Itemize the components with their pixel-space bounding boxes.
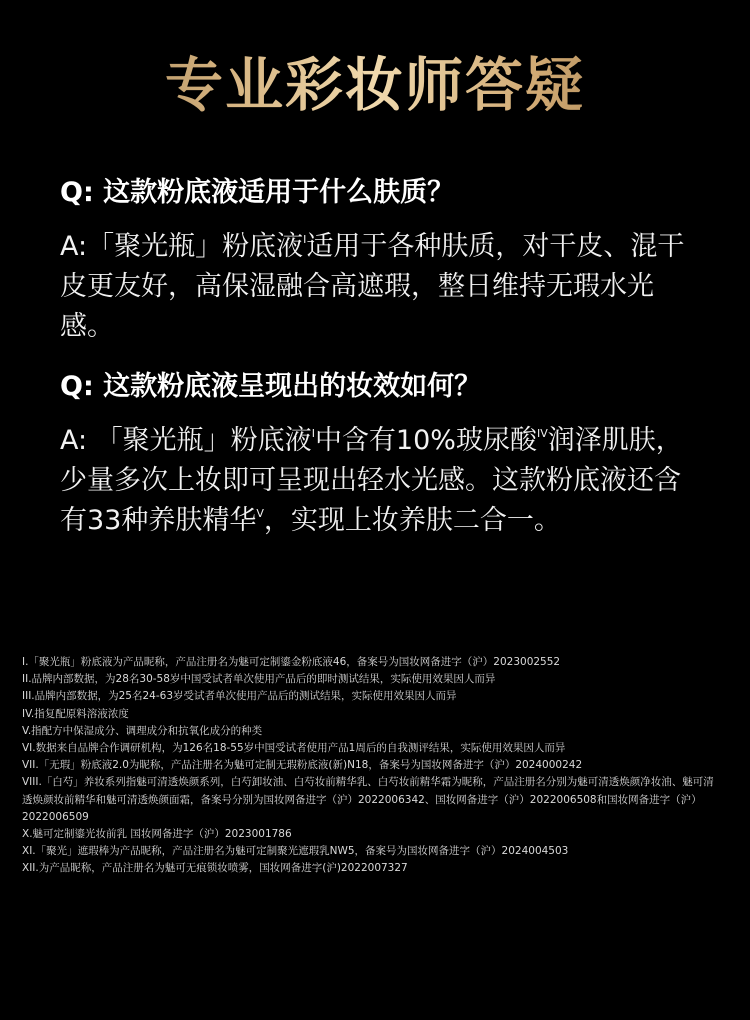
answer-text: A: 「聚光瓶」粉底液 (60, 425, 312, 456)
answer-text: 适用于各种肤质，对干皮、混干皮更友好，高保湿融合高遮瑕，整日维持无瑕水光感。 (60, 231, 685, 342)
footnote: I.「聚光瓶」粉底液为产品昵称，产品注册名为魅可定制鎏金粉底液46，备案号为国妆网备进字（沪）2023002552 (22, 656, 561, 668)
faq-item-makeup-effect (60, 367, 700, 541)
answer-text: ，实现上妆养肤二合一。 (263, 505, 561, 536)
footnote: II.品牌内部数据，为28名30-58岁中国受试者单次使用产品后的即时测试结果，实际使用效果因人而异 (22, 673, 496, 686)
footnote-marker: I (311, 427, 315, 440)
faq-question: Q: 这款粉底液适用于什么肤质？ (60, 177, 455, 208)
faq-question: Q: 这款粉底液呈现出的妆效如何？ (60, 371, 482, 402)
answer-text: 中含有10%玻尿酸 (314, 425, 537, 456)
faq-answer (60, 421, 700, 541)
footnote: XII.为产品昵称，产品注册名为魅可无痕锁妆喷雾，国妆网备进字(沪)2022007327 (22, 862, 408, 875)
answer-text: 润泽肌肤，少量多次上妆即可呈现出轻水光感。这款粉底液还含有33种养肤精华 (60, 425, 683, 536)
footnote: V.指配方中保湿成分、调理成分和抗氧化成分的种类 (22, 724, 263, 737)
footnote-marker: V (256, 507, 264, 520)
footnote: XI.「聚光」遮瑕棒为产品昵称，产品注册名为魅可定制聚光遮瑕乳NW5，备案号为国妆网备进字（沪）2024004503 (22, 845, 569, 858)
footnote-marker: I (303, 233, 307, 246)
footnote: VIII.「白芍」养妆系列指魅可清透焕颜系列，白芍卸妆油、白芍妆前精华乳、白芍妆前精华霜为昵称，产品注册名分别为魅可清透焕颜净妆油、魅可清透焕颜妆前精华和魅可清透焕颜面霜，备案号分别为国妆网备进字（沪）2022006342、国妆网备进字（沪）2022006508和国妆网备进字（沪）2022006509 (22, 776, 714, 823)
footnote-marker: IV (536, 427, 548, 440)
footnote: IV.指复配原料溶液浓度 (22, 707, 129, 720)
answer-text: A:「聚光瓶」粉底液 (60, 231, 304, 262)
page-title: 专业彩妆师答疑 (0, 44, 750, 126)
footnote: III.品牌内部数据，为25名24-63岁受试者单次使用产品后的测试结果，实际使用效果因人而异 (22, 690, 457, 703)
footnote: VI.数据来自品牌合作调研机构，为126名18-55岁中国受试者使用产品1周后的自我测评结果，实际使用效果因人而异 (22, 742, 566, 755)
faq-answer (60, 227, 700, 347)
footnote: X.魅可定制鎏光妆前乳 国妆网备进字（沪）2023001786 (22, 828, 292, 841)
footnotes (22, 654, 722, 878)
faq-item-skin-type (60, 173, 700, 347)
footnote: VII.「无瑕」粉底液2.0为昵称，产品注册名为魅可定制无瑕粉底液(新)N18，备案号为国妆网备进字（沪）2024000242 (22, 759, 583, 772)
